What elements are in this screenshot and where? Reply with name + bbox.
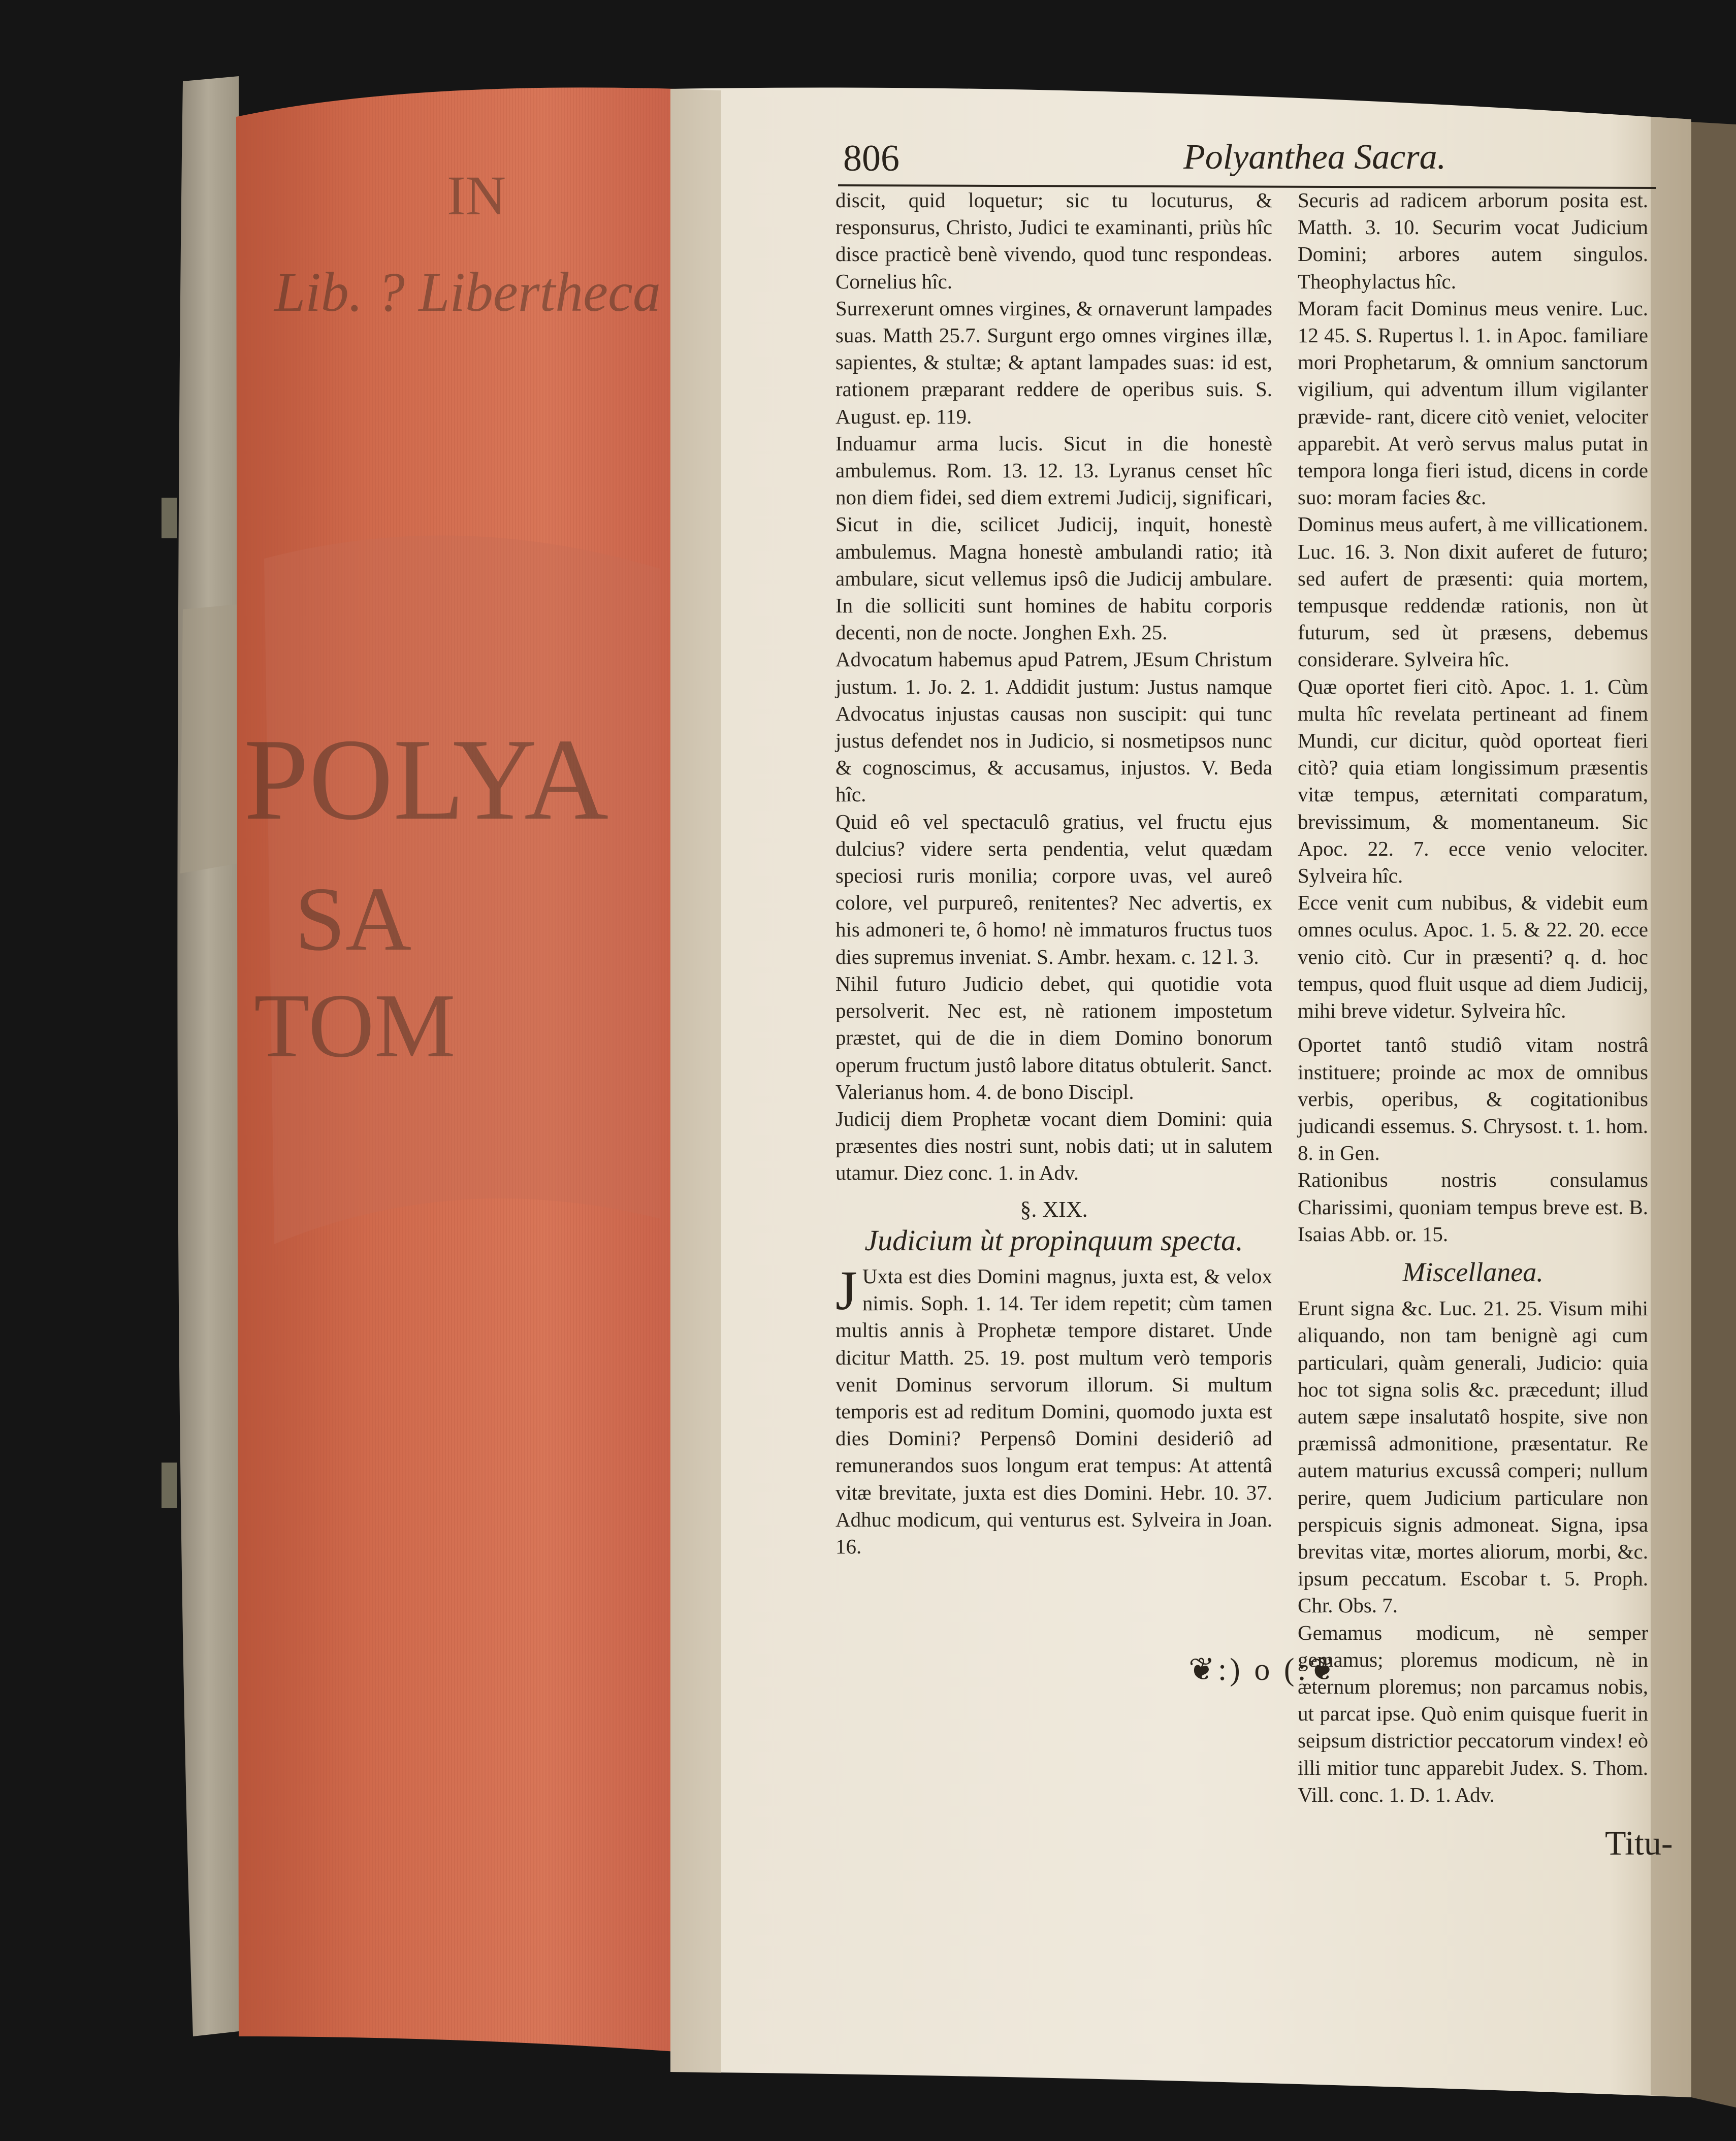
spine-label-in: IN: [447, 165, 506, 226]
page-gutter-shadow: [670, 89, 721, 2073]
clasp-lower: [162, 1463, 177, 1508]
miscellanea-title: Miscellanea.: [1402, 1256, 1544, 1287]
book-spine: [177, 76, 239, 2036]
page-number: 806: [843, 138, 899, 179]
section-title: Judicium ùt propinquum specta.: [864, 1223, 1243, 1257]
spine-label-tom: TOM: [254, 975, 456, 1076]
paragraph: Judicij diem Prophetæ vocant diem Domini: quia præsentes dies nostri sunt, nobis dati; ut in salutem utamur. Diez conc. 1. in Adv.: [835, 1107, 1272, 1185]
catchword: Titu-: [1605, 1824, 1673, 1862]
section-paragraph: [835, 1259, 1272, 1560]
paragraph: Ecce venit cum nubibus, & videbit eum omnes oculus. Apoc. 1. 5. & 22. 20. ecce venio citò. Cur in præsenti? q. d. hoc tempus, quod fluit usque ad diem Judicij, mihi breve videtur. Sylveira hîc.: [1298, 891, 1648, 1023]
paragraph: Dominus meus aufert, à me villicationem. Luc. 16. 3. Non dixit auferet de futuro; sed aufert de præsenti: quia mortem, tempusque reddendæ rationis, non ùt futurum, sed ùt præsens, debemus considerare. Sylveira hîc.: [1298, 512, 1648, 671]
paragraph: Rationibus nostris consulamus Charissimi, quoniam tempus breve est. B. Isaias Abb. or. 15.: [1298, 1168, 1648, 1246]
tail-ornament: ❦:) o (:❦: [1188, 1652, 1339, 1687]
spine-wear: [180, 604, 239, 873]
paragraph: Erunt signa &c. Luc. 21. 25. Visum mihi aliquando, non tam benignè agi cum particulari, quàm generali, Judicio: quia hoc tot signa solis &c. præcedunt; illud autem sæpe insalutatô hospite, sive non præmissâ admonitione, præsentatur. Re autem maturius excussâ comperi; nullum perire, quem Judicium particulare non perspicuis signis admoneat. Signa, ipsa brevitas vitæ, mortes aliorum, morbi, &c. ipsum peccatum. Escobar t. 5. Proph. Chr. Obs. 7.: [1298, 1296, 1648, 1617]
left-column: [835, 187, 1272, 1560]
paragraph: Surrexerunt omnes virgines, & ornaverunt lampades suas. Matth 25.7. Surgunt ergo omnes virgines illæ, sapientes, & stultæ; & aptant lampades suas: id est, rationem præparant reddere de operibus suis. S. August. ep. 119.: [835, 296, 1272, 428]
right-edge-shadow: [1651, 117, 1691, 2097]
spine-label-library: Lib. ? Libertheca: [274, 261, 661, 323]
paragraph: Nihil futuro Judicio debet, qui quotidie vota persolverit. Nec est, nè rationem impostetum præstet, qui de die in diem Domino bonorum operum fructum justô labore ditatus obtulerit. Sanct. Valerianus hom. 4. de bono Discipl.: [835, 971, 1272, 1104]
paragraph: Advocatum habemus apud Patrem, JEsum Christum justum. 1. Jo. 2. 1. Addidit justum: Justus namque Advocatus injustas causas non suscipit: qui tunc justus defendet nos in Judicio, si nosmetipsos nunc & cognoscimus, & accusamus, injustos. V. Beda hîc.: [835, 647, 1272, 806]
paragraph: Induamur arma lucis. Sicut in die honestè ambulemus. Rom. 13. 12. 13. Lyranus censet hîc non diem fidei, sed diem extremi Judicij, significari, Sicut in die, scilicet Judicij, inquit, honestè ambulemus. Magna honestè ambulandi ratio; ità ambulare, sicut vellemus ipsô die Judicij ambulare. In die solliciti sunt homines de habitu corporis decenti, non de nocte. Jonghen Exh. 25.: [835, 431, 1272, 644]
paragraph: Quid eô vel spectaculô gratius, vel fructu ejus dulcius? videre serta pendentia, velut quædam speciosi ruris monilia; corpore uvas, vel aureô colore, vel purpureô, renitentes? Nec advertis, ex his admoneri te, ô homo! nè immaturos fructus tuos dies supremus inveniat. S. Ambr. hexam. c. 12 l. 3.: [835, 809, 1272, 968]
spine-label-sa: SA: [295, 868, 412, 969]
drop-cap: J: [835, 1259, 857, 1321]
paragraph: Quæ oportet fieri citò. Apoc. 1. 1. Cùm multa hîc revelata pertineant ad finem Mundi, cur dicitur, quòd oporteat fieri citò? quia etiam longissimum præsentis vitæ tempus, æternitati comparatum, brevissimum, & momentaneum. Sic Apoc. 22. 7. ecce venio velociter. Sylveira hîc.: [1298, 674, 1648, 888]
next-pages: [1691, 122, 1736, 2107]
section-text: Uxta est dies Domini magnus, juxta est, & velox nimis. Soph. 1. 14. Ter idem repetit; cùm tamen multis annis à Prophetæ tempore distaret. Unde dicitur Matth. 25. 19. post multum verò temporis venit Dominus servorum illorum. Si multum temporis est ad reditum Domini, quomodo juxta est dies Domini? Perpensô Domini desideriô ad remunerandos suos longum erat tempus: At attentâ vitæ brevitate, juxta est dies Domini. Hebr. 10. 37. Adhuc modicum, qui venturus est. Sylveira in Joan. 16.: [835, 1264, 1272, 1558]
running-head: Polyanthea Sacra.: [1183, 138, 1446, 177]
paragraph: Oportet tantô studiô vitam nostrâ instituere; proinde ac mox de omnibus verbis, operibus, & cogitationibus judicandi essemus. S. Chrysost. t. 1. hom. 8. in Gen.: [1298, 1033, 1648, 1165]
right-column: [1298, 187, 1648, 1808]
paragraph: discit, quid loquetur; sic tu locuturus, & responsurus, Christo, Judici te examinanti, priùs hîc disce practicè benè vivendo, quod tunc respondeas. Cornelius hîc.: [835, 188, 1272, 293]
paragraph: Securis ad radicem arborum posita est. Matth. 3. 10. Securim vocat Judicium Domini; arbores autem singulos. Theophylactus hîc.: [1298, 188, 1648, 293]
spine-label-polya: POLYA: [244, 715, 609, 844]
section-number: §. XIX.: [1020, 1196, 1088, 1222]
paragraph: Moram facit Dominus meus venire. Luc. 12 45. S. Rupertus l. 1. in Apoc. familiare mori Prophetarum, & omnium sanctorum vigilium, qui adventum illum vigilanter prævide- rant, dicere citò veniet, velociter apparebit. At verò servus malus putat in tempora longa fieri istud, dicens in corde suo: moram facies &c.: [1298, 296, 1648, 509]
paragraph: Gemamus modicum, nè semper gemamus; ploremus modicum, nè in æternum ploremus; non parcamus nobis, ut parcat ipse. Quò enim quisque fuerit in seipsum districtior peccatorum vindex! eò illi mitior tunc apparebit Judex. S. Thom. Vill. conc. 1. D. 1. Adv.: [1298, 1620, 1648, 1806]
clasp: [162, 498, 177, 538]
